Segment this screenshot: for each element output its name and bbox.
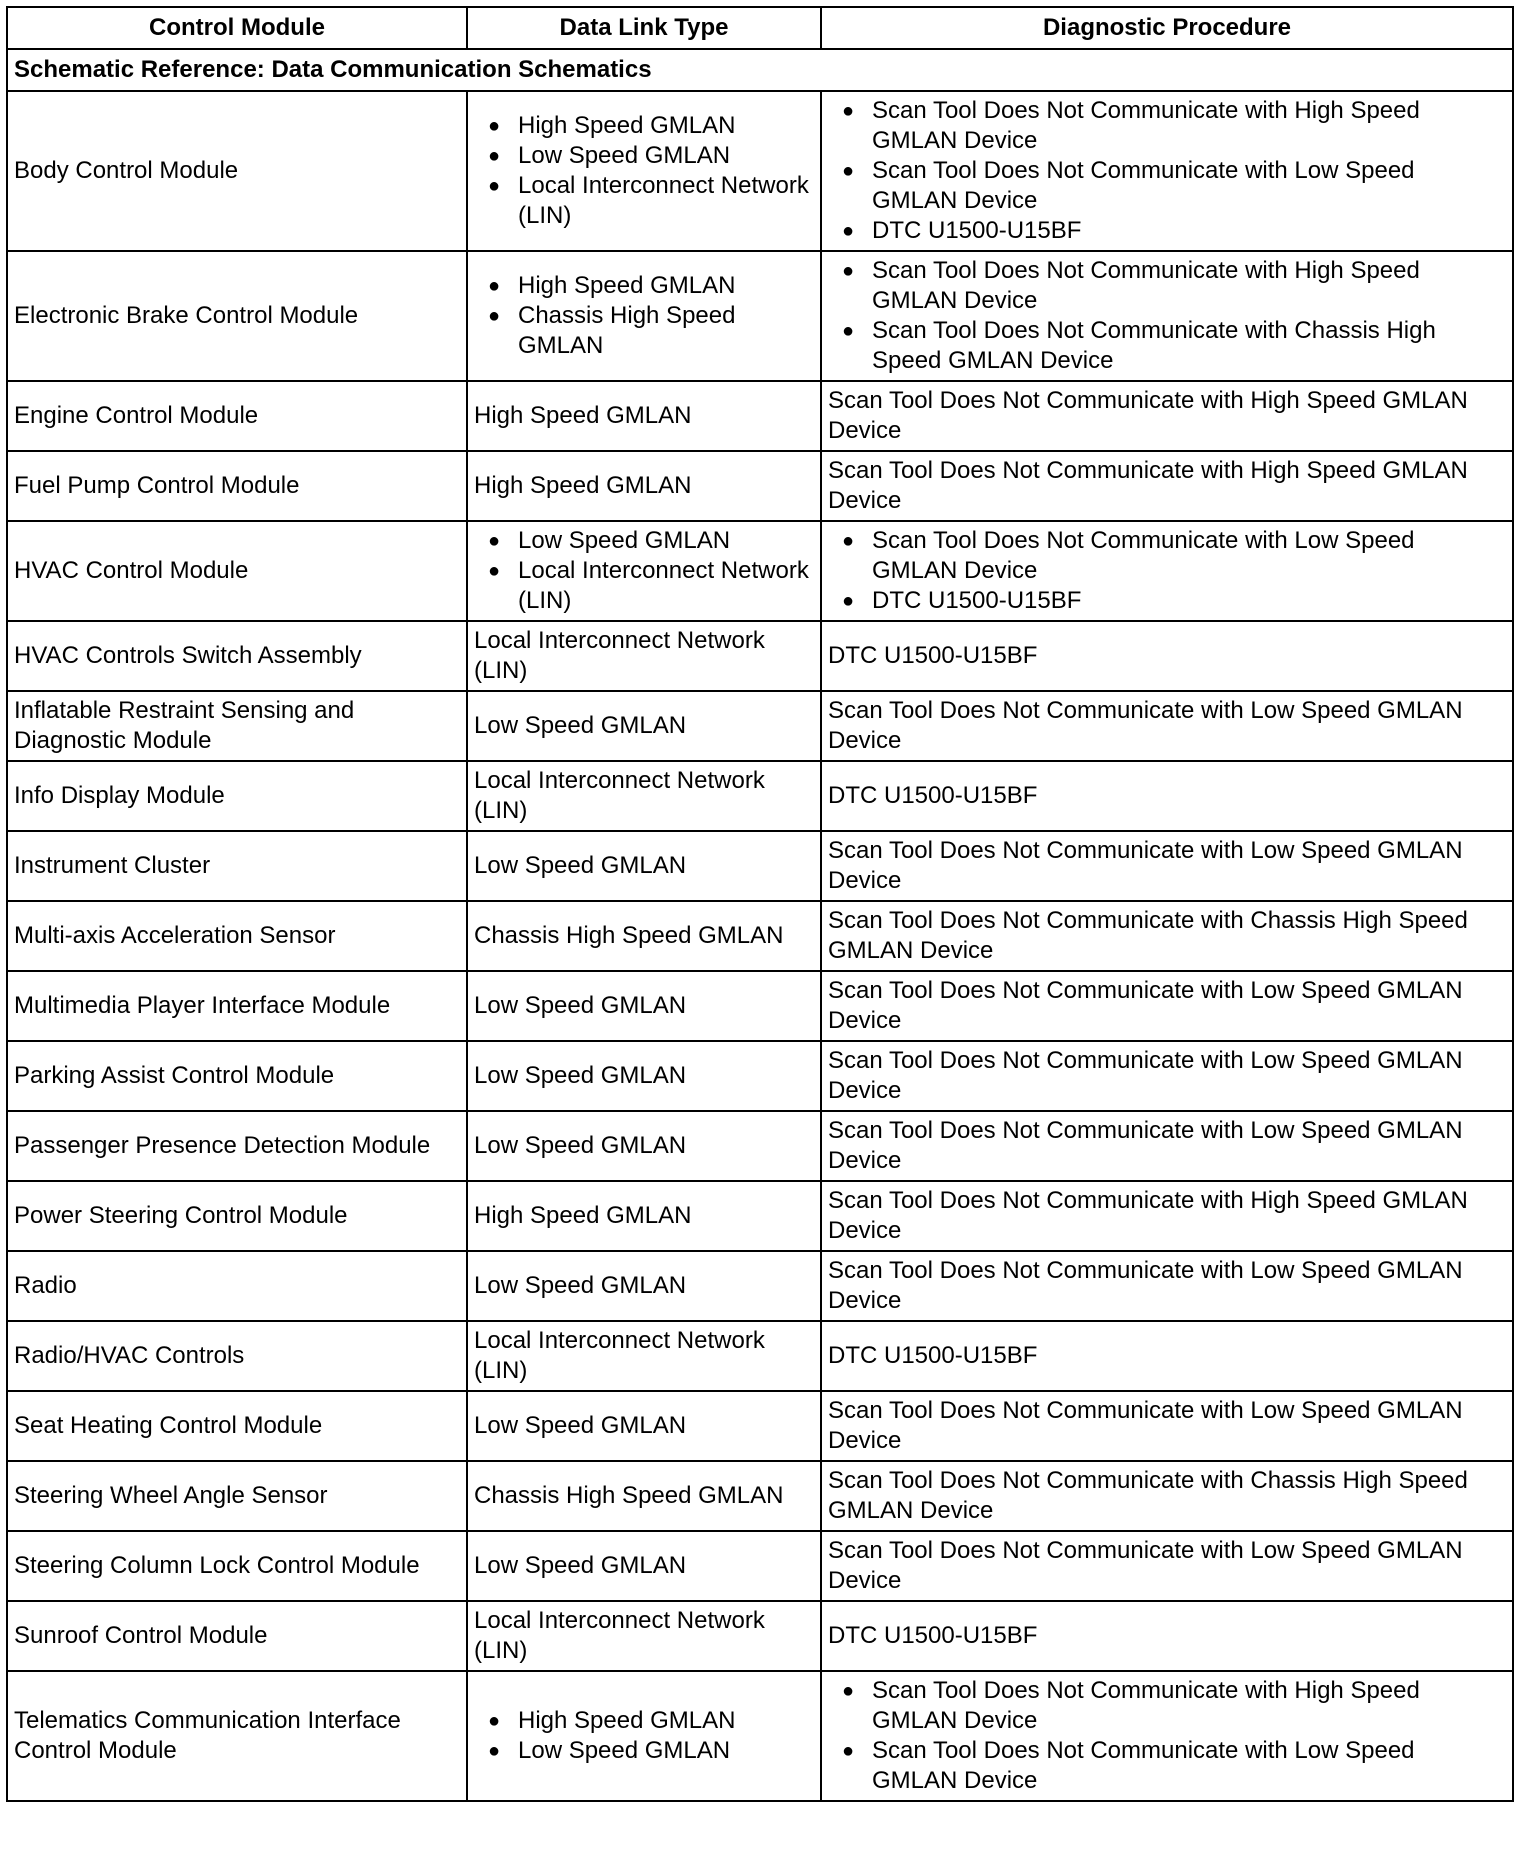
data-link-type-cell [467, 1391, 821, 1461]
data-link-type-cell [467, 1321, 821, 1391]
diagnostic-procedure-cell [821, 1321, 1513, 1391]
diagnostic-procedure-text: DTC U1500-U15BF [828, 642, 1038, 669]
diagnostic-procedure-cell [821, 1181, 1513, 1251]
bullet-list [828, 526, 1506, 616]
control-module-cell [7, 1461, 467, 1531]
control-module-cell [7, 521, 467, 621]
diagnostic-procedure-text: Scan Tool Does Not Communicate with Low Speed GMLAN Device [828, 1257, 1463, 1314]
data-link-type-text: High Speed GMLAN [474, 402, 692, 429]
table-row [7, 381, 1513, 451]
data-link-type-text: Low Speed GMLAN [474, 1412, 687, 1439]
control-module-text: Steering Wheel Angle Sensor [14, 1482, 328, 1509]
bullet-list [828, 96, 1506, 246]
control-module-text: Engine Control Module [14, 402, 259, 429]
diagnostic-procedure-text: DTC U1500-U15BF [828, 782, 1038, 809]
control-module-cell [7, 691, 467, 761]
bullet-item: ● Scan Tool Does Not Communicate with High Speed GMLAN Device [828, 256, 1506, 316]
control-module-text: Radio [14, 1272, 77, 1299]
data-link-type-cell [467, 251, 821, 381]
control-module-text: Power Steering Control Module [14, 1202, 348, 1229]
bullet-list [828, 256, 1506, 376]
data-link-type-text: Low Speed GMLAN [474, 1132, 687, 1159]
data-link-type-cell [467, 831, 821, 901]
header-control-module: Control Module [7, 7, 467, 49]
diagnostic-procedure-text: Scan Tool Does Not Communicate with Low Speed GMLAN Device [828, 1047, 1463, 1104]
control-module-cell [7, 901, 467, 971]
control-module-text: Radio/HVAC Controls [14, 1342, 245, 1369]
table-row [7, 691, 1513, 761]
control-module-cell [7, 1111, 467, 1181]
table-row [7, 971, 1513, 1041]
bullet-list [474, 111, 814, 231]
bullet-list [474, 526, 814, 616]
control-module-text: Electronic Brake Control Module [14, 302, 359, 329]
diagnostic-procedure-text: Scan Tool Does Not Communicate with Low Speed GMLAN Device [828, 697, 1463, 754]
data-link-type-text: Chassis High Speed GMLAN [474, 1482, 784, 1509]
data-link-type-cell [467, 1461, 821, 1531]
data-link-type-cell [467, 901, 821, 971]
data-link-type-text: High Speed GMLAN [474, 472, 692, 499]
control-module-cell [7, 1041, 467, 1111]
bullet-item: ● Scan Tool Does Not Communicate with High Speed GMLAN Device [828, 1676, 1506, 1736]
table-row [7, 1531, 1513, 1601]
bullet-item: ● High Speed GMLAN [474, 271, 814, 301]
diagnostic-procedure-text: Scan Tool Does Not Communicate with Chassis High Speed GMLAN Device [828, 1467, 1468, 1524]
header-data-link-type: Data Link Type [467, 7, 821, 49]
data-link-type-text: Low Speed GMLAN [474, 1062, 687, 1089]
bullet-item: ● Scan Tool Does Not Communicate with Low Speed GMLAN Device [828, 1736, 1506, 1796]
diagnostic-procedure-text: DTC U1500-U15BF [828, 1622, 1038, 1649]
diagnostic-procedure-text: Scan Tool Does Not Communicate with High Speed GMLAN Device [828, 387, 1468, 444]
control-module-text: Steering Column Lock Control Module [14, 1552, 420, 1579]
control-module-text: Instrument Cluster [14, 852, 211, 879]
table-row [7, 831, 1513, 901]
data-link-type-text: Chassis High Speed GMLAN [474, 922, 784, 949]
table-row [7, 521, 1513, 621]
bullet-item: ● High Speed GMLAN [474, 1706, 814, 1736]
bullet-item: ● DTC U1500-U15BF [828, 586, 1506, 616]
control-module-cell [7, 251, 467, 381]
table-row [7, 1041, 1513, 1111]
table-row [7, 761, 1513, 831]
diagnostic-procedure-cell [821, 381, 1513, 451]
data-link-type-cell [467, 1041, 821, 1111]
diagnostic-procedure-cell [821, 521, 1513, 621]
data-link-type-cell [467, 451, 821, 521]
bullet-list [828, 1676, 1506, 1796]
data-link-type-text: Low Speed GMLAN [474, 1552, 687, 1579]
control-module-cell [7, 831, 467, 901]
diagnostic-procedure-cell [821, 91, 1513, 251]
diagnostic-procedure-text: Scan Tool Does Not Communicate with High Speed GMLAN Device [828, 457, 1468, 514]
table-row [7, 91, 1513, 251]
bullet-item: ● Scan Tool Does Not Communicate with Chassis High Speed GMLAN Device [828, 316, 1506, 376]
control-module-text: Sunroof Control Module [14, 1622, 268, 1649]
document-sheet [6, 6, 1512, 1802]
control-module-text: Body Control Module [14, 157, 239, 184]
diagnostic-procedure-cell [821, 1531, 1513, 1601]
table-row [7, 1391, 1513, 1461]
control-module-text: Telematics Communication Interface Control Module [14, 1707, 401, 1764]
bullet-list [474, 1706, 814, 1766]
table-row [7, 621, 1513, 691]
data-link-type-cell [467, 1601, 821, 1671]
data-link-type-text: Low Speed GMLAN [474, 852, 687, 879]
control-module-cell [7, 1251, 467, 1321]
control-module-cell [7, 91, 467, 251]
control-module-text: Seat Heating Control Module [14, 1412, 323, 1439]
data-link-type-text: Local Interconnect Network (LIN) [474, 767, 765, 824]
table-row [7, 251, 1513, 381]
diagnostic-procedure-cell [821, 621, 1513, 691]
schematic-reference: Schematic Reference: Data Communication Schematics [7, 49, 1513, 91]
data-link-type-text: Local Interconnect Network (LIN) [474, 1327, 765, 1384]
diagnostic-procedure-cell [821, 1111, 1513, 1181]
control-module-text: Info Display Module [14, 782, 225, 809]
control-module-text: Multimedia Player Interface Module [14, 992, 391, 1019]
diagnostic-procedure-cell [821, 251, 1513, 381]
bullet-item: ● DTC U1500-U15BF [828, 216, 1506, 246]
control-module-text: Passenger Presence Detection Module [14, 1132, 431, 1159]
control-module-text: HVAC Control Module [14, 557, 249, 584]
control-module-cell [7, 1601, 467, 1671]
data-link-type-text: High Speed GMLAN [474, 1202, 692, 1229]
control-module-cell [7, 1181, 467, 1251]
control-module-cell [7, 1671, 467, 1801]
bullet-item: ● Scan Tool Does Not Communicate with Low Speed GMLAN Device [828, 156, 1506, 216]
diagnostic-procedure-cell [821, 761, 1513, 831]
control-module-cell [7, 381, 467, 451]
diagnostic-procedure-cell [821, 971, 1513, 1041]
bullet-item: ● High Speed GMLAN [474, 111, 814, 141]
data-link-type-cell [467, 971, 821, 1041]
diagnostic-procedure-cell [821, 901, 1513, 971]
data-link-type-text: Local Interconnect Network (LIN) [474, 1607, 765, 1664]
bullet-item: ● Local Interconnect Network (LIN) [474, 556, 814, 616]
diagnostic-procedure-text: DTC U1500-U15BF [828, 1342, 1038, 1369]
data-link-type-cell [467, 91, 821, 251]
table-row [7, 1251, 1513, 1321]
bullet-item: ● Scan Tool Does Not Communicate with High Speed GMLAN Device [828, 96, 1506, 156]
diagnostic-procedure-cell [821, 1391, 1513, 1461]
data-link-type-cell [467, 521, 821, 621]
diagnostic-procedure-text: Scan Tool Does Not Communicate with Low Speed GMLAN Device [828, 1537, 1463, 1594]
diagnostic-procedure-cell [821, 1251, 1513, 1321]
data-link-type-cell [467, 1181, 821, 1251]
bullet-item: ● Local Interconnect Network (LIN) [474, 171, 814, 231]
control-module-cell [7, 971, 467, 1041]
data-link-type-text: Low Speed GMLAN [474, 712, 687, 739]
diagnostic-procedure-text: Scan Tool Does Not Communicate with Chassis High Speed GMLAN Device [828, 907, 1468, 964]
table-row [7, 1671, 1513, 1801]
table-row [7, 1111, 1513, 1181]
diagnostic-procedure-cell [821, 1601, 1513, 1671]
diagnostic-procedure-cell [821, 1461, 1513, 1531]
header-row [7, 7, 1513, 49]
data-link-type-cell [467, 1531, 821, 1601]
diagnostic-procedure-cell [821, 691, 1513, 761]
table-row [7, 901, 1513, 971]
table-row [7, 1461, 1513, 1531]
diagnostic-procedure-text: Scan Tool Does Not Communicate with Low Speed GMLAN Device [828, 1397, 1463, 1454]
data-link-type-cell [467, 621, 821, 691]
control-module-text: Multi-axis Acceleration Sensor [14, 922, 336, 949]
bullet-item: ● Chassis High Speed GMLAN [474, 301, 814, 361]
diagnostic-procedure-text: Scan Tool Does Not Communicate with High Speed GMLAN Device [828, 1187, 1468, 1244]
table-row [7, 1181, 1513, 1251]
control-module-text: Parking Assist Control Module [14, 1062, 335, 1089]
diagnostic-procedure-text: Scan Tool Does Not Communicate with Low Speed GMLAN Device [828, 837, 1463, 894]
diagnostic-procedure-cell [821, 831, 1513, 901]
data-link-type-cell [467, 691, 821, 761]
bullet-list [474, 271, 814, 361]
table-row [7, 1321, 1513, 1391]
bullet-item: ● Low Speed GMLAN [474, 141, 814, 171]
data-link-type-cell [467, 381, 821, 451]
control-module-cell [7, 761, 467, 831]
data-link-type-text: Low Speed GMLAN [474, 992, 687, 1019]
control-module-cell [7, 1391, 467, 1461]
control-module-text: Inflatable Restraint Sensing and Diagnostic Module [14, 697, 355, 754]
control-module-cell [7, 1531, 467, 1601]
diagnostic-procedure-cell [821, 451, 1513, 521]
bullet-item: ● Low Speed GMLAN [474, 526, 814, 556]
diagnostic-procedure-cell [821, 1671, 1513, 1801]
bullet-item: ● Scan Tool Does Not Communicate with Low Speed GMLAN Device [828, 526, 1506, 586]
bullet-item: ● Low Speed GMLAN [474, 1736, 814, 1766]
data-link-type-cell [467, 1671, 821, 1801]
data-link-type-text: Local Interconnect Network (LIN) [474, 627, 765, 684]
control-module-text: Fuel Pump Control Module [14, 472, 300, 499]
control-module-cell [7, 451, 467, 521]
header-diagnostic-procedure: Diagnostic Procedure [821, 7, 1513, 49]
control-module-text: HVAC Controls Switch Assembly [14, 642, 362, 669]
control-module-table [6, 6, 1514, 1802]
table-row [7, 451, 1513, 521]
diagnostic-procedure-cell [821, 1041, 1513, 1111]
data-link-type-cell [467, 1251, 821, 1321]
diagnostic-procedure-text: Scan Tool Does Not Communicate with Low Speed GMLAN Device [828, 977, 1463, 1034]
data-link-type-cell [467, 761, 821, 831]
table-row [7, 1601, 1513, 1671]
diagnostic-procedure-text: Scan Tool Does Not Communicate with Low Speed GMLAN Device [828, 1117, 1463, 1174]
data-link-type-cell [467, 1111, 821, 1181]
control-module-cell [7, 621, 467, 691]
control-module-cell [7, 1321, 467, 1391]
schematic-reference-row [7, 49, 1513, 91]
data-link-type-text: Low Speed GMLAN [474, 1272, 687, 1299]
